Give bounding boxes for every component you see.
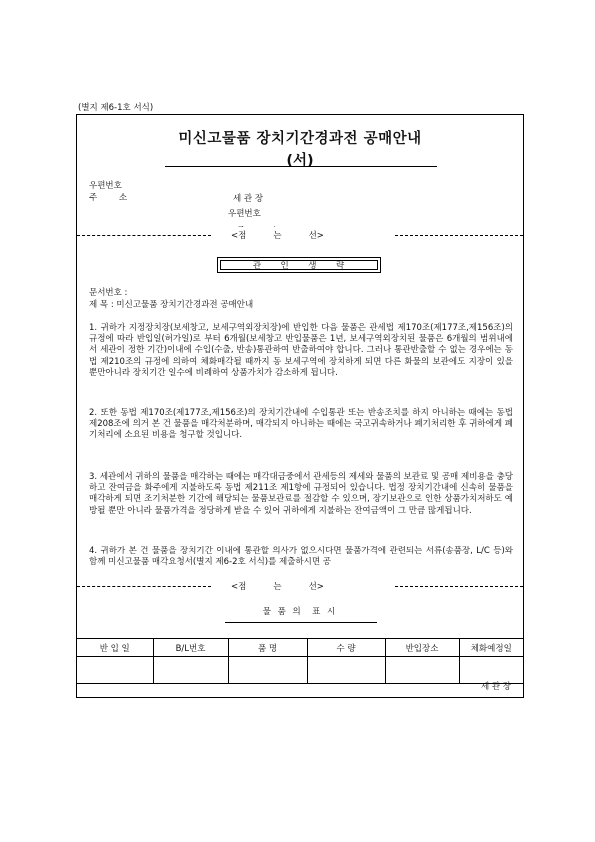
- sender-partial-line: [237, 218, 387, 227]
- column-header-scheduled-date: 체화예정일: [459, 639, 523, 657]
- notice-frame: [76, 114, 524, 698]
- cut-line-top: [77, 229, 523, 241]
- dashed-rule: [77, 235, 211, 236]
- table-header-row: [77, 639, 523, 657]
- title-underline: [165, 166, 437, 167]
- seal-omitted-text: 관 인 생 략: [220, 260, 378, 270]
- document-title: 미신고물품 장치기간경과전 공매안내: [178, 131, 422, 147]
- sender-postal-code: 우편번호: [228, 209, 261, 219]
- column-header-storage-location: 반입장소: [385, 639, 459, 657]
- goods-table: [77, 638, 523, 684]
- sender-office: 세 관 장: [233, 194, 264, 204]
- column-header-quantity: 수 량: [307, 639, 385, 657]
- document-number-label: 문서번호 :: [89, 288, 128, 298]
- paragraph-3: 3. 세관에서 귀하의 물품을 매각하는 때에는 매각대금중에서 관세등의 제세와 물품의 보관료 및 공매 제비용을 충당하고 잔여금을 화주에게 지불하도록 동법 제211조 제1항에 규정되어 있습니다. 법정 장치기간내에 신속히 물품을 매각하게 되면 조기처분한 기간에 해당되는 물품보관료를 절감할 수 있으며, 장기보관으로 인한 상품가치저하도 예방될 뿐만 아니라 물품가격을 정당하게 받을 수 있어 귀하에게 지불하는 잔여금액이 그 만큼 많게됩니다.: [89, 472, 513, 516]
- column-header-item-name: 품 명: [228, 639, 307, 657]
- table-cell: [77, 657, 153, 684]
- sender-address-char: [237, 224, 245, 227]
- dashed-rule: [395, 586, 523, 587]
- cut-line-label: <점 는 선>: [231, 231, 324, 241]
- goods-section-title: 물 품 의 표 시: [262, 607, 338, 617]
- paragraph-4-clip: [89, 546, 513, 569]
- cut-line-label: <점 는 선>: [231, 582, 324, 592]
- sender-address-char: [270, 224, 278, 227]
- cut-line-bottom: [77, 580, 523, 592]
- form-number: (별지 제6-1호 서식): [78, 103, 154, 113]
- table-row: [77, 657, 523, 684]
- table-cell: [307, 657, 385, 684]
- subject-line: 제 목 : 미신고물품 장치기간경과전 공매안내: [89, 300, 254, 310]
- dashed-rule: [395, 235, 523, 236]
- footer-office: 세 관 장: [480, 682, 511, 692]
- table-cell: [228, 657, 307, 684]
- column-header-bl-number: B/L번호: [153, 639, 228, 657]
- goods-title-underline: [225, 622, 377, 623]
- dashed-rule: [77, 586, 211, 587]
- column-header-arrival-date: 반 입 일: [77, 639, 153, 657]
- address-label: 주 소: [89, 193, 128, 203]
- table-cell: [153, 657, 228, 684]
- table-cell: [385, 657, 459, 684]
- paragraph-4: 4. 귀하가 본 건 물품을 장치기간 이내에 통관할 의사가 없으시다면 물품가격에 관련되는 서류(송품장, L/C 등)와 함께 미신고물품 매각요청서(별지 제6-2호 서식)를 제출하시면 공: [89, 546, 513, 568]
- paragraph-2: 2. 또한 동법 제170조(제177조,제156조)의 장치기간내에 수입통관 또는 반송조치를 하지 아니하는 때에는 동법 제208조에 의거 본 건 물품을 매각처분하며, 매각되지 아니하는 때에는 국고귀속하거나 폐기처리한 후 귀하에게 폐기처리에 소요된 비용을 청구할 것입니다.: [89, 408, 513, 441]
- seal-omitted-stamp: [217, 257, 381, 273]
- document-title-suffix: (서): [286, 153, 314, 169]
- paragraph-1: 1. 귀하가 지정장치장(보세창고, 보세구역외장치장)에 반입한 다음 물품은 관세법 제170조(제177조,제156조)의 규정에 따라 반입일(허가일)로 부터 6개월(보세창고 반입물품은 1년, 보세구역외장치된 물품은 6개월의 범위내에서 세관이 정한 기간)이내에 수입(수출, 반송)통관하여 반출하여야 합니다. 그러나 통관반출할 수 없는 경우에는 동법 제210조의 규정에 의하여 체화매각될 때까지 동 보세구역에 장치하게 되면 다른 화물의 보관에도 지장이 있을 뿐만아니라 장치기간 일수에 비례하여 상품가치가 감소하게 됩니다.: [89, 323, 513, 378]
- postal-code-label: 우편번호: [89, 181, 122, 191]
